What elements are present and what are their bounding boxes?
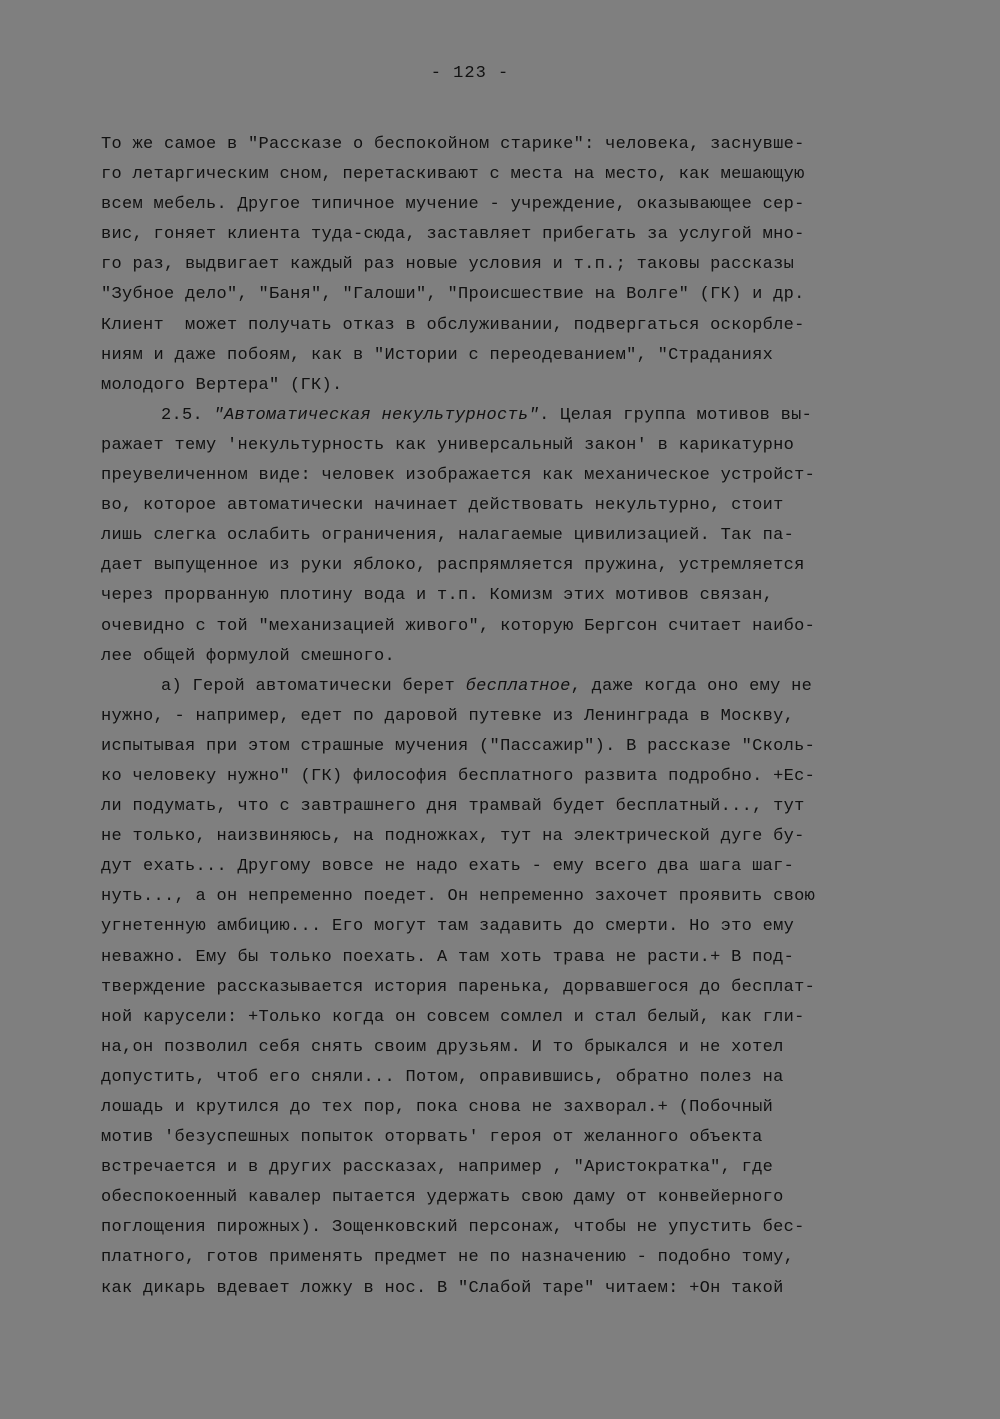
text-run: 2.5. bbox=[161, 405, 214, 425]
text-line: обеспокоенный кавалер пытается удержать свою даму от конвейерного bbox=[101, 1188, 784, 1208]
italic-term: бесплатное bbox=[465, 676, 571, 696]
text-run: а) Герой автоматически берет bbox=[161, 676, 466, 696]
text-line: ниям и даже побоям, как в "Истории с переодеванием", "Страданиях bbox=[101, 345, 774, 365]
text-line: лишь слегка ослабить ограничения, налагаемые цивилизацией. Так па- bbox=[101, 526, 795, 546]
text-line: дут ехать... Другому вовсе не надо ехать - ему всего два шага шаг- bbox=[101, 857, 795, 877]
text-line: встречается и в других рассказах, например , "Аристократка", где bbox=[101, 1158, 774, 1178]
text-line: мотив 'безуспешных попыток оторвать' героя от желанного объекта bbox=[101, 1128, 763, 1148]
text-line: ражает тему 'некультурность как универсальный закон' в карикатурно bbox=[101, 435, 795, 455]
text-line: дает выпущенное из руки яблоко, распрямляется пружина, устремляется bbox=[101, 556, 805, 576]
body-text bbox=[101, 130, 921, 1304]
italic-term: "Автоматическая некультурность" bbox=[213, 405, 540, 425]
text-line: го раз, выдвигает каждый раз новые условия и т.п.; таковы рассказы bbox=[101, 255, 795, 275]
text-line: поглощения пирожных). Зощенковский персонаж, чтобы не упустить бес- bbox=[101, 1218, 805, 1238]
text-line: всем мебель. Другое типичное мучение - учреждение, оказывающее сер- bbox=[101, 195, 805, 215]
text-run: , даже когда оно ему не bbox=[570, 676, 813, 696]
text-line: лошадь и крутился до тех пор, пока снова не захворал.+ (Побочный bbox=[101, 1098, 774, 1117]
text-line: лее общей формулой смешного. bbox=[101, 646, 396, 666]
text-line: молодого Вертера" (ГК). bbox=[101, 375, 343, 395]
text-line: угнетенную амбицию... Его могут там задавить до смерти. Но это ему bbox=[101, 917, 795, 937]
text-run: . Целая группа мотивов вы- bbox=[539, 405, 813, 425]
text-line: нуть..., а он непременно поедет. Он непременно захочет проявить свою bbox=[101, 887, 816, 907]
text-line: го летаргическим сном, перетаскивают с места на место, как мешающую bbox=[101, 165, 805, 185]
text-line: через прорванную плотину вода и т.п. Комизм этих мотивов связан, bbox=[101, 586, 774, 606]
text-line: как дикарь вдевает ложку в нос. В "Слабой таре" читаем: +Он такой bbox=[101, 1278, 784, 1298]
text-line: очевидно с той "механизацией живого", которую Бергсон считает наибо- bbox=[101, 616, 816, 636]
text-line: испытывая при этом страшные мучения ("Пассажир"). В рассказе "Сколь- bbox=[101, 736, 816, 756]
text-line: нужно, - например, едет по даровой путевке из Ленинграда в Москву, bbox=[101, 706, 795, 726]
text-line: То же самое в "Рассказе о беспокойном старике": человека, заснувше- bbox=[101, 135, 805, 154]
text-line: Клиент может получать отказ в обслуживании, подвергаться оскорбле- bbox=[101, 315, 805, 335]
text-line: "Зубное дело", "Баня", "Галоши", "Происшествие на Волге" (ГК) и др. bbox=[101, 285, 805, 305]
text-line: неважно. Ему бы только поехать. А там хоть трава не расти.+ В под- bbox=[101, 947, 795, 967]
text-line: ли подумать, что с завтрашнего дня трамвай будет бесплатный..., тут bbox=[101, 797, 805, 817]
text-line: платного, готов применять предмет не по назначению - подобно тому, bbox=[101, 1248, 795, 1268]
text-line bbox=[101, 672, 921, 702]
page-number: - 123 - bbox=[430, 64, 510, 83]
text-line: ной карусели: +Только когда он совсем сомлел и стал белый, как гли- bbox=[101, 1007, 805, 1027]
text-line: допустить, чтоб его сняли... Потом, оправившись, обратно полез на bbox=[101, 1067, 784, 1087]
text-line bbox=[101, 401, 921, 431]
text-line: не только, наизвиняюсь, на подножках, тут на электрической дуге бу- bbox=[101, 827, 805, 847]
text-line: во, которое автоматически начинает действовать некультурно, стоит bbox=[101, 496, 784, 516]
text-line: ко человеку нужно" (ГК) философия бесплатного развита подробно. +Ес- bbox=[101, 766, 816, 786]
text-line: тверждение рассказывается история паренька, дорвавшегося до бесплат- bbox=[101, 977, 816, 997]
text-line: вис, гоняет клиента туда-сюда, заставляет прибегать за услугой мно- bbox=[101, 225, 805, 245]
text-line: на,он позволил себя снять своим друзьям. И то брыкался и не хотел bbox=[101, 1037, 784, 1057]
text-line: преувеличенном виде: человек изображается как механическое устройст- bbox=[101, 466, 816, 486]
